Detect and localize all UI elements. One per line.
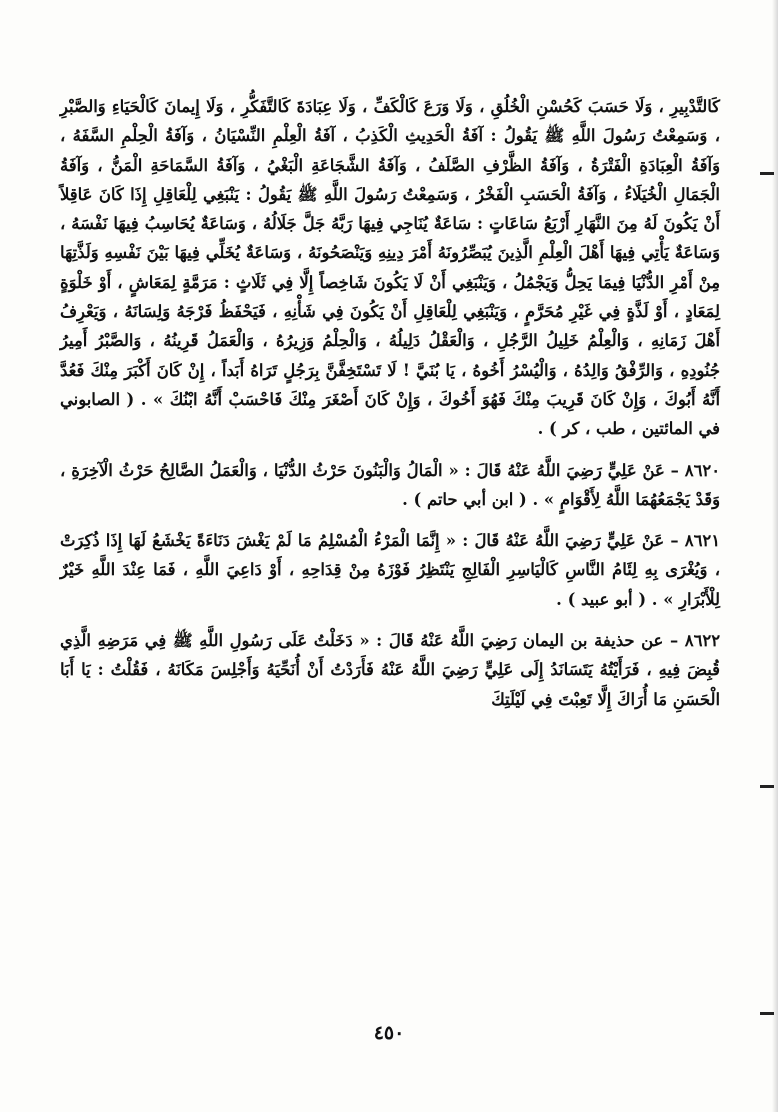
page-body-text xyxy=(60,92,720,714)
page-number: ٤٥٠ xyxy=(373,1022,405,1044)
paragraph-text: كَالتَّدْبِيرِ ، وَلَا حَسَبَ كَحُسْنِ الْخُلُقِ ، وَلَا وَرَعَ كَالْكَفِّ ، وَلَا عِبَادَةَ كَالتَّفَكُّرِ ، وَلَا إِيمانَ كَالْحَيَاءِ وَالصَّبْرِ ، وَسَمِعْتُ رَسُولَ اللَّهِ ﷺ يَقُولُ : آفَةُ الْحَدِيثِ الْكَذِبُ ، آفَةُ الْعِلْمِ النِّسْيَانُ ، وَآفَةُ الْحِلْمِ السَّفَهُ ، وَآفَةُ الْعِبَادَةِ الْفَتْرَةُ ، وَآفَةُ الظَّرْفِ الصَّلَفُ ، وَآفَةُ الشَّجَاعَةِ الْبَغْيُ ، وَآفَةُ السَّمَاحَةِ الْمَنُّ ، وَآفَةُ الْجَمَالِ الْخُيَلَاءُ ، وَآفَةُ الْحَسَبِ الْفَخْرُ ، وَسَمِعْتُ رَسُولَ اللَّهِ ﷺ يَقُولُ : يَنْبَغِي لِلْعَاقِلِ إِذَا كَانَ عَاقِلاً أَنْ يَكُونَ لَهُ مِنَ النَّهَارِ أَرْبَعُ سَاعَاتٍ : سَاعَةٌ يُنَاجِي فِيهَا رَبَّهُ جَلَّ جَلَالُهُ ، وَسَاعَةٌ يُحَاسِبُ فِيهَا نَفْسَهُ ، وَسَاعَةٌ يَأْتِي فِيهَا أَهْلَ الْعِلْمِ الَّذِينَ يُبَصِّرُونَهُ أَمْرَ دِينِهِ وَيَنْصَحُونَهُ ، وَسَاعَةٌ يُخَلِّي فِيهَا بَيْنَ نَفْسِهِ وَلَذَّتِهَا مِنْ أَمْرِ الدُّنْيَا فِيمَا يَحِلُّ وَيَجْمُلُ ، وَيَنْبَغِي أَنْ لَا يَكُونَ شَاخِصاً إِلَّا فِي ثَلَاثٍ : مَرَمَّةٍ لِمَعَاشٍ ، أَوْ خَلْوَةٍ لِمَعَادٍ ، أَوْ لَذَّةٍ فِي غَيْرِ مُحَرَّمٍ ، وَيَنْبَغِي لِلْعَاقِلِ أَنْ يَكُونَ فِي شَأْنِهِ ، فَيَحْفَظُ فَرْجَهُ وَلِسَانَهُ ، وَيَعْرِفُ أَهْلَ زَمَانِهِ ، وَالْعِلْمُ خَلِيلُ الرَّجُلِ ، وَالْعَقْلُ دَلِيلُهُ ، وَالْحِلْمُ وَزِيرُهُ ، وَالْعَمَلُ قَرِينُهُ ، وَالصَّبْرُ أَمِيرُ جُنُودِهِ ، وَالرِّفْقُ وَالِدُهُ ، وَالْيُسْرُ أَخُوهُ ، يَا بُنَيَّ ! لَا تَسْتَخِفَّنَّ بِرَجُلٍ تَرَاهُ أَبَداً ، إِنْ كَانَ أَكْبَرَ مِنْكَ فَعُدَّ أَنَّهُ أَبُوكَ ، وَإِنْ كَانَ قَرِيبَ مِنْكَ فَهُوَ أَخُوكَ ، وَإِنْ كَانَ أَصْغَرَ مِنْكَ فَاحْسَبْ أَنَّهُ ابْنُكَ » . ( الصابوني في المائتين ، طب ، كر ) . xyxy=(60,97,720,439)
margin-mark xyxy=(760,785,774,788)
hadith-number: ٨٦٢١ – xyxy=(670,531,721,551)
scan-edge-shadow xyxy=(772,0,778,1112)
margin-mark xyxy=(760,1012,774,1015)
hadith-text: عَنْ عَلِيٍّ رَضِيَ اللَّهُ عَنْهُ قَالَ : « الْمَالُ وَالْبَنُونَ حَرْثُ الدُّنْيَا ، وَالْعَمَلُ الصَّالِحُ حَرْثُ الْآخِرَةِ ، وَقَدْ يَجْمَعُهُمَا اللَّهُ لِأَقْوَامٍ » . ( ابن أبي حاتم ) . xyxy=(60,460,720,509)
hadith-8620 xyxy=(60,456,720,515)
hadith-number: ٨٦٢٢ – xyxy=(669,631,720,651)
hadith-text: عَنْ عَلِيٍّ رَضِيَ اللَّهُ عَنْهُ قَالَ : « إِنَّمَا الْمَرْءُ الْمُسْلِمُ مَا لَمْ يَغْشَ دَنَاءَةً يَخْشَعُ لَهَا إِذَا ذُكِرَتْ ، وَيُغْرَى بِهِ لِئَامُ النَّاسِ كَالْيَاسِرِ الْفَالِجِ يَنْتَظِرُ فَوْزَهُ مِنْ قِدَاحِهِ ، أَوْ دَاعِيَ اللَّهِ ، فَمَا عِنْدَ اللَّهِ خَيْرٌ لِلْأَبْرَارِ » . ( أبو عبيد ) . xyxy=(60,531,720,609)
hadith-text: عن حذيفة بن اليمان رَضِيَ اللَّهُ عَنْهُ قَالَ : « دَخَلْتُ عَلَى رَسُولِ اللَّهِ ﷺ فِي مَرَضِهِ الَّذِي قُبِضَ فِيهِ ، فَرَأَيْتُهُ يَتَسَانَدُ إِلَى عَلِيٍّ رَضِيَ اللَّهُ عَنْهُ فَأَرَدْتُ أَنْ أُنَحِّيَهُ وَأَجْلِسَ مَكَانَهُ ، فَقُلْتُ : يَا أَبَا الْحَسَنِ مَا أُرَاكَ إِلَّا تَعِبْتَ فِي لَيْلَتِكَ xyxy=(60,631,720,709)
hadith-number: ٨٦٢٠ – xyxy=(670,460,720,480)
hadith-8622 xyxy=(60,626,720,714)
paragraph-continued xyxy=(60,92,720,444)
hadith-8621 xyxy=(60,526,720,614)
margin-mark xyxy=(760,172,774,175)
